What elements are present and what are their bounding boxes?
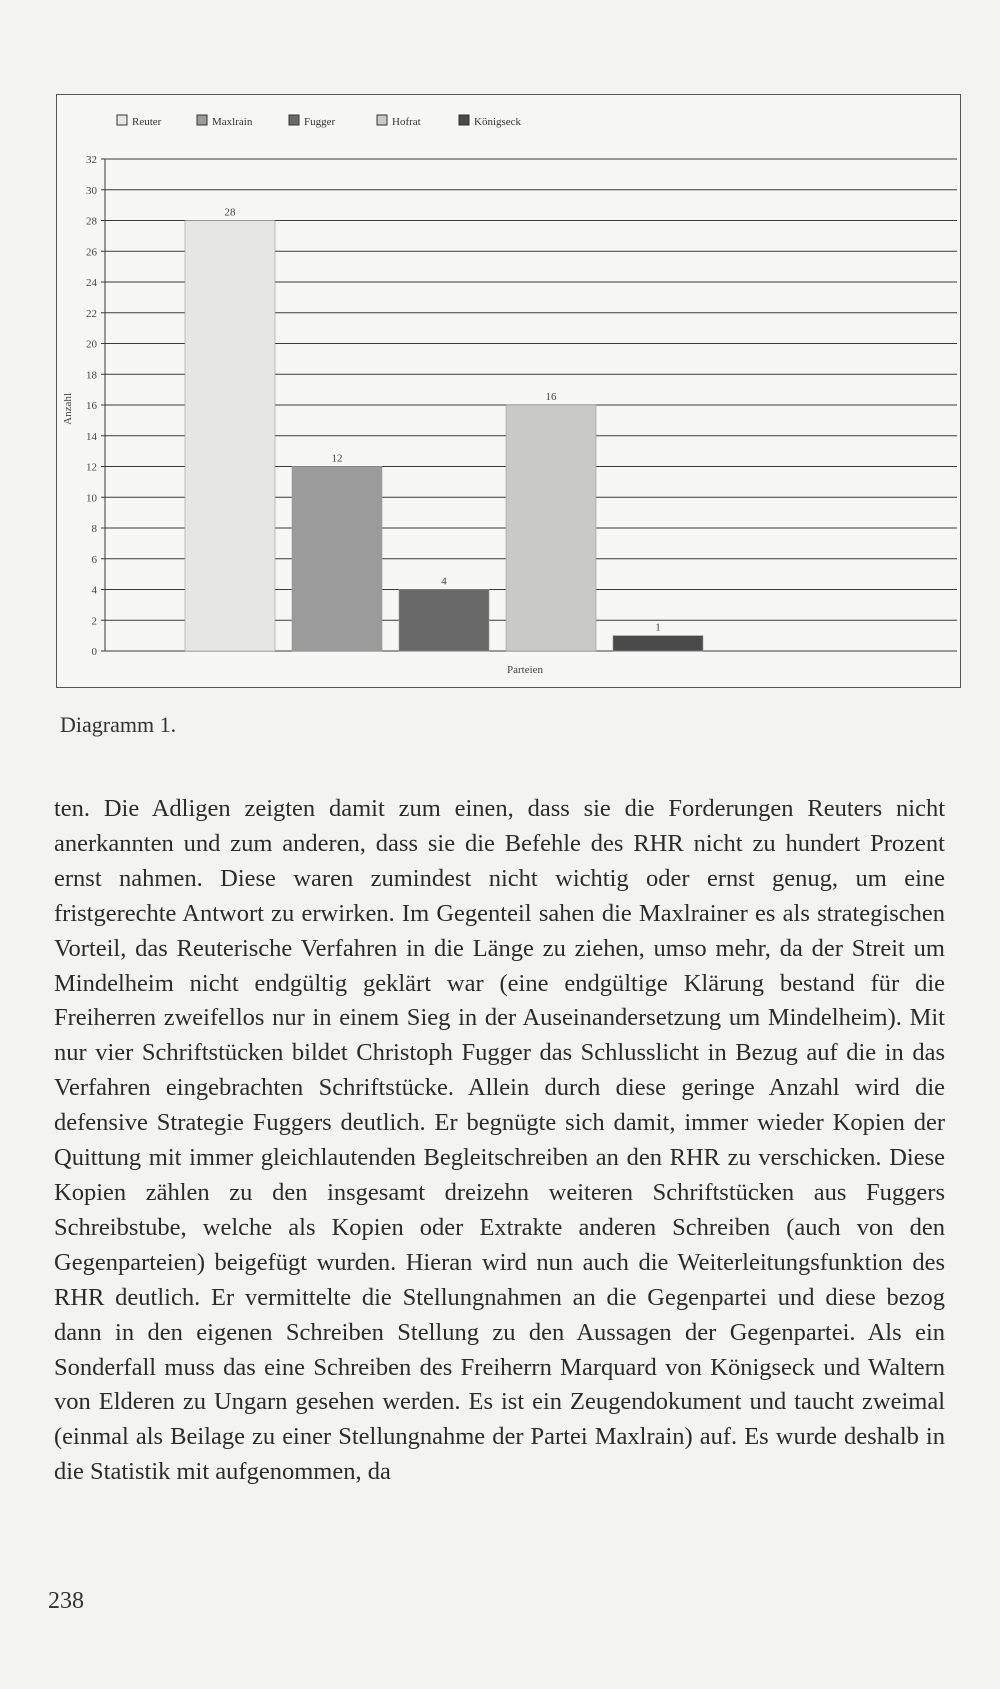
legend-label: Maxlrain: [212, 116, 253, 128]
legend-swatch: [289, 115, 299, 125]
y-tick-label: 28: [86, 215, 97, 228]
legend-label: Fugger: [304, 116, 336, 128]
y-tick-label: 30: [86, 184, 97, 197]
y-tick-label: 32: [86, 154, 97, 166]
y-tick-label: 14: [86, 430, 97, 443]
data-label: 1: [655, 621, 661, 634]
y-tick-label: 2: [91, 615, 97, 628]
data-label: 4: [441, 575, 447, 588]
y-tick-label: 6: [91, 553, 97, 566]
legend-swatch: [117, 115, 127, 125]
data-label: 16: [545, 391, 557, 403]
bar-reuter: [185, 221, 275, 652]
y-tick-label: 12: [86, 461, 97, 474]
legend-swatch: [197, 115, 207, 125]
y-tick-label: 24: [86, 277, 97, 289]
bar-chart: [56, 94, 961, 688]
chart-svg: [57, 95, 962, 689]
bar-hofrat: [506, 405, 596, 651]
y-tick-label: 26: [86, 246, 97, 259]
y-tick-label: 0: [91, 646, 97, 658]
y-tick-label: 10: [86, 492, 97, 505]
y-axis-label: Anzahl: [62, 393, 74, 425]
legend-label: Königseck: [474, 116, 522, 128]
bar-königseck: [613, 636, 703, 651]
legend-label: Reuter: [132, 116, 162, 128]
page-number: 238: [48, 1588, 84, 1614]
legend-swatch: [459, 115, 469, 125]
y-tick-label: 22: [86, 307, 97, 320]
legend-label: Hofrat: [392, 116, 421, 128]
chart-caption: Diagramm 1.: [60, 712, 177, 737]
y-tick-label: 8: [91, 523, 97, 535]
y-tick-label: 16: [86, 400, 97, 412]
data-label: 28: [224, 206, 236, 219]
body-paragraph: ten. Die Adligen zeigten damit zum einen, dass sie die Forderungen Reuters nicht anerkannten und zum anderen, dass sie die Befehle des RHR nicht zu hundert Prozent ernst nahmen. Diese waren zumindest nicht wichtig oder ernst genug, um eine fristgerechte Antwort zu erwirken. Im Gegenteil sahen die Maxlrainer es als strategischen Vorteil, das Reuterische Verfahren in die Länge zu ziehen, umso mehr, da der Streit um Mindelheim nicht endgültig geklärt war (eine endgültige Klärung bestand für die Freiherren zweifellos nur in einem Sieg in der Auseinandersetzung um Mindelheim). Mit nur vier Schriftstücken bildet Christoph Fugger das Schlusslicht in Bezug auf die in das Verfahren eingebrachten Schriftstücke. Allein durch diese geringe Anzahl wird die defensive Strategie Fuggers deutlich. Er begnügte sich damit, immer wieder Kopien der Quittung mit immer gleichlautenden Begleitschreiben an den RHR zu verschicken. Diese Kopien zählen zu den insgesamt dreizehn weiteren Schriftstücken aus Fuggers Schreibstube, welche als Kopien oder Extrakte anderen Schreiben (auch von den Gegenparteien) beigefügt wurden. Hieran wird nun auch die Weiterleitungsfunktion des RHR deutlich. Er vermittelte die Stellungnahmen an die Gegenpartei und diese bezog dann in den eigenen Schreiben Stellung zu den Aussagen der Gegenpartei. Als ein Sonderfall muss das eine Schreiben des Freiherrn Marquard von Königseck und Waltern von Elderen zu Ungarn gesehen werden. Es ist ein Zeugendokument und taucht zweimal (einmal als Beilage zu einer Stellungnahme der Partei Maxlrain) auf. Es wurde deshalb in die Statistik mit aufgenommen, da: [54, 795, 945, 1486]
x-axis-label: Parteien: [506, 664, 544, 676]
legend-swatch: [377, 115, 387, 125]
y-tick-label: 20: [86, 338, 97, 351]
bar-fugger: [399, 590, 489, 652]
y-tick-label: 4: [91, 584, 97, 597]
y-tick-label: 18: [86, 369, 97, 382]
data-label: 12: [331, 452, 343, 465]
bar-maxlrain: [292, 467, 382, 652]
